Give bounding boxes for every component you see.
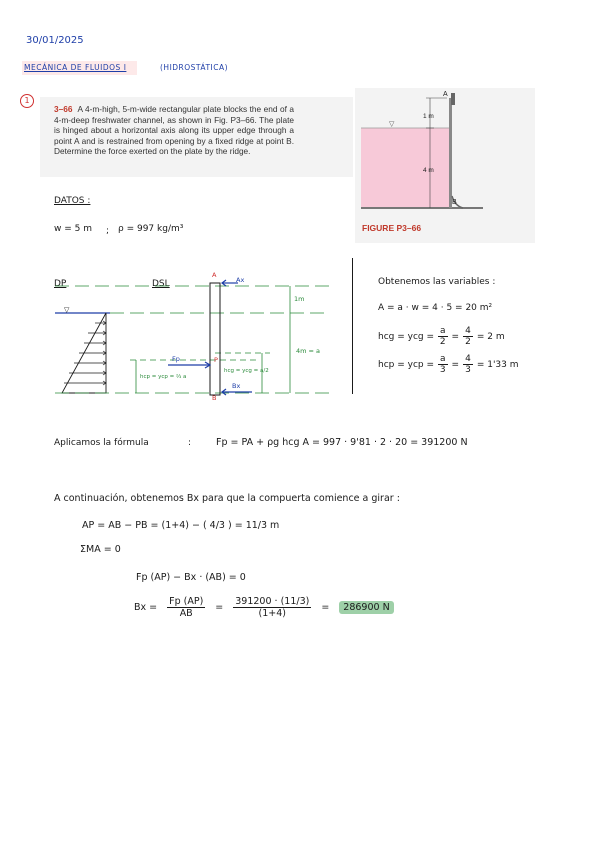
area-eq: A = a · w = 4 · 5 = 20 m² bbox=[378, 303, 493, 313]
ax-label: Ax bbox=[236, 276, 245, 284]
bx-f1-den: AB bbox=[179, 608, 193, 619]
figure-p3-66 bbox=[355, 88, 535, 228]
datos-width: w = 5 m bbox=[54, 224, 92, 234]
solution-intro: A continuación, obtenemos Bx para que la compuerta comience a girar : bbox=[54, 493, 400, 504]
datos-density: ρ = 997 kg/m³ bbox=[118, 224, 184, 234]
formula-colon: : bbox=[188, 438, 192, 448]
dp-label: DP bbox=[54, 279, 67, 289]
hcg-lhs: hcg = ycg = bbox=[378, 331, 435, 342]
hcg-f1-den: 2 bbox=[439, 337, 446, 347]
date: 30/01/2025 bbox=[26, 35, 84, 46]
subject-title: MECÁNICA DE FLUIDOS I bbox=[24, 63, 127, 72]
hcg-result: = 2 m bbox=[476, 331, 505, 342]
bx-frac-2 bbox=[233, 596, 311, 619]
hcp-eq: hcp = ycp = $\frac{a}{3}$ = $\frac{4}{3}$ = 1'33 m bbox=[378, 354, 519, 375]
dim-total-label: 4m = a bbox=[296, 347, 321, 355]
fig-label-b: B bbox=[452, 199, 457, 206]
surface-symbol: ▽ bbox=[64, 306, 70, 314]
pressure-diagram bbox=[40, 268, 340, 408]
hcp-lhs: hcp = ycp = bbox=[378, 359, 435, 370]
hcg-f2-num: 4 bbox=[465, 326, 471, 336]
ap-equation: AP = AB − PB = (1+4) − ( 4/3 ) = 11/3 m bbox=[82, 520, 280, 531]
pressure-arrows bbox=[64, 321, 106, 385]
column-divider bbox=[352, 258, 353, 394]
hinge-support bbox=[451, 93, 455, 105]
plate-dsl bbox=[210, 283, 220, 395]
problem-number: 1 bbox=[20, 94, 34, 108]
bx-result: 286900 N bbox=[339, 601, 393, 614]
topic-title: (HIDROSTÁTICA) bbox=[160, 63, 229, 72]
hcp-result: = 1'33 m bbox=[476, 359, 519, 370]
problem-id: 3–66 bbox=[54, 104, 73, 114]
bx-eq-2: = bbox=[321, 602, 330, 613]
hcg-eq: hcg = ycg = $\frac{a}{2}$ = $\frac{4}{2}$ = 2 m bbox=[378, 326, 505, 347]
fig-dim-top: 1 m bbox=[423, 113, 434, 120]
problem-statement bbox=[54, 104, 294, 157]
hcg-frac-2 bbox=[463, 326, 473, 347]
bx-label: Bx bbox=[232, 382, 241, 390]
bx-eq-1: = bbox=[215, 602, 224, 613]
hcg-frac-1 bbox=[438, 326, 448, 347]
dim-top-label: 1m bbox=[294, 295, 305, 303]
hcp-f1-den: 3 bbox=[439, 365, 446, 375]
plate bbox=[449, 98, 452, 208]
dsl-a-label: A bbox=[212, 271, 217, 279]
hcp-f2-num: 4 bbox=[465, 354, 471, 364]
figure-caption: FIGURE P3–66 bbox=[362, 223, 422, 233]
hcp-label: hcp = ycp = ⅔ a bbox=[140, 374, 187, 380]
water-region bbox=[361, 128, 451, 208]
bx-frac-1 bbox=[167, 596, 205, 619]
variables-title: Obtenemos las variables : bbox=[378, 277, 496, 287]
moment-equation: ΣMA = 0 bbox=[80, 544, 121, 555]
formula-intro: Aplicamos la fórmula bbox=[54, 438, 149, 448]
hcp-frac-1 bbox=[438, 354, 448, 375]
bx-equation bbox=[134, 596, 394, 619]
formula-expr: Fp = PA + ρg hcg A = 997 · 9'81 · 2 · 20 = 391200 N bbox=[216, 437, 468, 448]
fp-label: Fp bbox=[172, 355, 180, 363]
datos-separator: ; bbox=[106, 226, 110, 236]
hcg-label: hcg = ycg = a/2 bbox=[224, 368, 269, 374]
fig-label-a: A bbox=[443, 91, 448, 98]
problem-text: A 4-m-high, 5-m-wide rectangular plate blocks the end of a 4-m-deep freshwater channel, as shown in Fig. P3–66. The plate is hinged about a horizontal axis along its upper edge through a point A and is restrained from opening by a fixed ridge at point B. Determine the force exerted on the plate by the ridge. bbox=[54, 104, 294, 157]
hcp-frac-2 bbox=[463, 354, 473, 375]
hcg-f1-num: a bbox=[440, 326, 446, 336]
dsl-p-label: P bbox=[214, 356, 218, 364]
hcg-f2-den: 2 bbox=[465, 337, 471, 347]
dsl-label: DSL bbox=[152, 279, 170, 289]
hcp-f2-den: 3 bbox=[465, 365, 471, 375]
equilibrium-equation: Fp (AP) − Bx · (AB) = 0 bbox=[136, 572, 246, 583]
datos-title: DATOS : bbox=[54, 196, 91, 206]
bx-f1-num: Fp (AP) bbox=[169, 596, 204, 607]
bx-f2-den: (1+4) bbox=[258, 608, 287, 619]
bx-f2-num: 391200 · (11/3) bbox=[235, 596, 310, 607]
bx-lhs: Bx = bbox=[134, 602, 158, 613]
hcp-f1-num: a bbox=[440, 354, 446, 364]
fig-dim-depth: 4 m bbox=[423, 167, 434, 174]
dsl-b-label: B bbox=[212, 394, 217, 402]
water-symbol: ▽ bbox=[389, 120, 395, 128]
